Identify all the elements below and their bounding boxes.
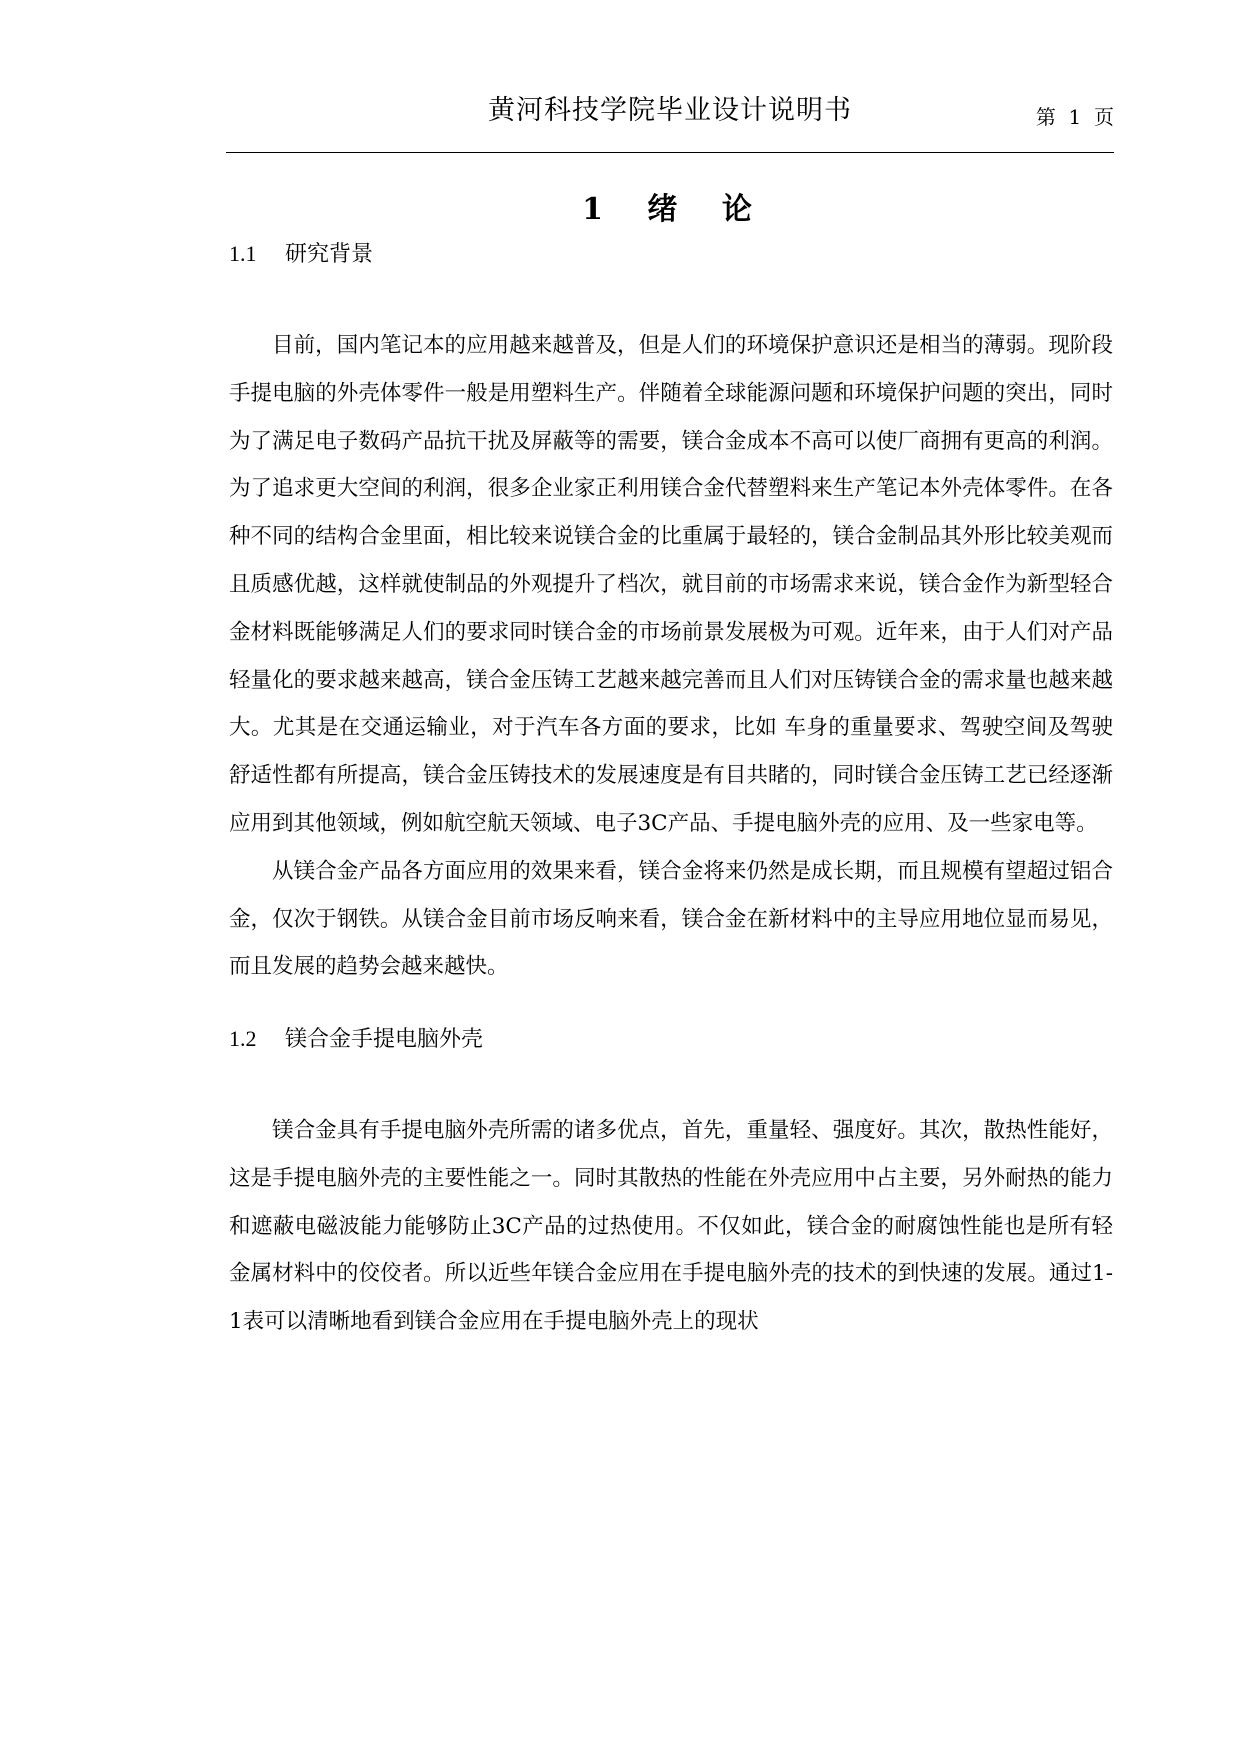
section-heading-1-1 [229,239,373,270]
paragraph: 从镁合金产品各方面应用的效果来看，镁合金将来仍然是成长期，而且规模有望超过铝合金，仅次于钢铁。从镁合金目前市场反响来看，镁合金在新材料中的主导应用地位显而易见，而且发展的趋势会越来越快。 [229,858,1113,980]
section-body-1-2 [229,1107,1113,1346]
section-body-1-1 [229,322,1113,991]
page-header [226,86,1114,153]
section-heading-1-2 [229,1024,483,1055]
paragraph: 镁合金具有手提电脑外壳所需的诸多优点，首先，重量轻、强度好。其次，散热性能好，这是手提电脑外壳的主要性能之一。同时其散热的性能在外壳应用中占主要，另外耐热的能力和遮蔽电磁波能力能够防止3C产品的过热使用。不仅如此，镁合金的耐腐蚀性能也是所有轻金属材料中的佼佼者。所以近些年镁合金应用在手提电脑外壳的技术的到快速的发展。通过1-1表可以清晰地看到镁合金应用在手提电脑外壳上的现状 [229,1118,1113,1335]
chapter-title: 1 绪 论 [582,192,758,227]
paragraph: 目前，国内笔记本的应用越来越普及，但是人们的环境保护意识还是相当的薄弱。现阶段手提电脑的外壳体零件一般是用塑料生产。伴随着全球能源问题和环境保护问题的突出，同时为了满足电子数码产品抗干扰及屏蔽等的需要，镁合金成本不高可以使厂商拥有更高的利润。为了追求更大空间的利润，很多企业家正利用镁合金代替塑料来生产笔记本外壳体零件。在各种不同的结构合金里面，相比较来说镁合金的比重属于最轻的，镁合金制品其外形比较美观而且质感优越，这样就使制品的外观提升了档次，就目前的市场需求来说，镁合金作为新型轻合金材料既能够满足人们的要求同时镁合金的市场前景发展极为可观。近年来，由于人们对产品轻量化的要求越来越高，镁合金压铸工艺越来越完善而且人们对压铸镁合金的需求量也越来越大。尤其是在交通运输业，对于汽车各方面的要求，比如 车身的重量要求、驾驶空间及驾驶舒适性都有所提高，镁合金压铸技术的发展速度是有目共睹的，同时镁合金压铸工艺已经逐渐应用到其他领域，例如航空航天领域、电子3C产品、手提电脑外壳的应用、及一些家电等。 [229,333,1113,836]
header-title: 黄河科技学院毕业设计说明书 [488,95,852,126]
page-number: 第 1 页 [1035,105,1114,129]
section-title: 研究背景 [285,242,374,267]
section-number: 1.1 [229,241,257,266]
section-number: 1.2 [229,1026,257,1051]
section-title: 镁合金手提电脑外壳 [285,1027,484,1052]
